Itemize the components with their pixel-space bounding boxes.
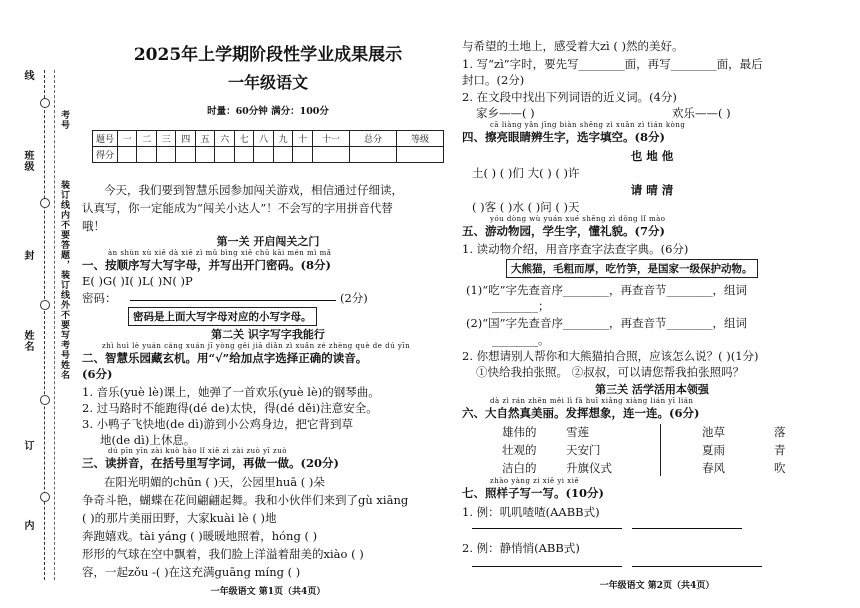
q2-item: 地(de dì)上休息。 xyxy=(100,433,196,447)
q4-group: 也 地 他 xyxy=(630,149,674,163)
q5-lookup-cont: ________。 xyxy=(492,333,550,347)
score-input-cell[interactable] xyxy=(350,147,397,163)
q5-sub2: 2. 你想请别人帮你和大熊猫拍合照，应该怎么说？( )(1分) xyxy=(462,349,759,363)
passage-line: 容，一起zǒu -( )在这充满guāng míng ( ) xyxy=(82,565,301,579)
intro-line: 哦！ xyxy=(82,219,105,233)
score-input-cell[interactable] xyxy=(397,147,444,163)
score-input-cell[interactable] xyxy=(215,147,234,163)
page-right xyxy=(462,0,852,608)
q1-title: 一、按顺序写大写字母，并写出开门密码。(8分) xyxy=(82,258,331,272)
match-right-item[interactable]: 吹 xyxy=(774,461,786,475)
passage-continuation: 与希望的土地上，感受着大zì ( )然的美好。 xyxy=(462,39,684,53)
q1-pinyin: àn shùn xù xiě dà xiě zì mǔ bìng xiě chū kāi mén mì mǎ xyxy=(108,249,332,257)
binding-margin xyxy=(0,0,69,608)
q2-pinyin: zhì huì lè yuán cáng xuán jī yòng gěi jiā diǎn zì xuǎn zé zhèng què de dú yīn xyxy=(102,342,411,350)
q5-pinyin: yóu dòng wù yuán xué shēng zì dǒng lǐ mào xyxy=(490,215,666,223)
q2-item: 2. 过马路时不能跑得(dé de)太快，得(dé děi)注意安全。 xyxy=(82,401,378,415)
binding-bind-label: 订 xyxy=(22,440,33,451)
binding-id-label: 考号 xyxy=(59,110,69,130)
match-right-item[interactable]: 青 xyxy=(774,443,786,457)
binding-seal-label: 封 xyxy=(22,250,33,261)
q4-row: ( )客 ( )水 ( )问 ( )天 xyxy=(472,200,580,214)
score-cell: 六 xyxy=(215,131,234,147)
binding-dashed-line xyxy=(44,70,45,580)
match-right-item[interactable]: 天安门 xyxy=(566,443,601,457)
score-table-header-row xyxy=(93,131,444,147)
page-left xyxy=(82,0,454,608)
binding-warning: 装订线内不要答题，装订线外不要写考号姓名 xyxy=(59,180,69,380)
match-right-item[interactable]: 雪莲 xyxy=(566,425,589,439)
q5-title: 五、游动物园，学生字，懂礼貌。(7分) xyxy=(462,224,665,238)
q5-lookup-cont: ________； xyxy=(492,299,550,313)
passage-line: 争奇斗艳，蝴蝶在花间翩翩起舞。我和小伙伴们来到了gù xiāng xyxy=(82,493,409,507)
score-cell: 三 xyxy=(156,131,175,147)
score-cell: 十 xyxy=(293,131,312,147)
q6-title: 六、大自然真美丽。发挥想象，连一连。(6分) xyxy=(462,406,700,420)
q7-answer-blank[interactable] xyxy=(632,566,762,567)
q5-lookup: (1)“吃”字先查音序________，再查音节________，组词 xyxy=(466,283,748,297)
score-input-cell[interactable] xyxy=(273,147,292,163)
binding-mark-label: 内 xyxy=(22,520,33,531)
stage2-heading: 第二关 识字写字我能行 xyxy=(211,328,325,341)
intro-line: 认真写，你一定能成为“闯关小达人”！不会写的字用拼音代替 xyxy=(82,201,393,215)
match-left-item[interactable]: 池草 xyxy=(702,425,725,439)
q7-answer-blank[interactable] xyxy=(472,566,622,567)
passage-line: 在阳光明媚的chūn ( )天，公园里huā ( )朵 xyxy=(104,475,325,489)
binding-hole-icon xyxy=(40,300,50,310)
match-left-item[interactable]: 雄伟的 xyxy=(502,425,537,439)
score-cell: 九 xyxy=(273,131,292,147)
binding-name-label: 姓名 xyxy=(22,330,33,352)
score-input-cell[interactable] xyxy=(195,147,214,163)
binding-line-label: 线 xyxy=(22,70,33,81)
exam-title: 2025年上学期阶段性学业成果展示 xyxy=(133,45,403,65)
score-input-cell[interactable] xyxy=(176,147,195,163)
page-footer: 一年级语文 第1页（共4页） xyxy=(210,587,326,597)
q4-group: 请 晴 清 xyxy=(630,183,674,197)
score-table xyxy=(92,130,444,163)
match-left-item[interactable]: 壮观的 xyxy=(502,443,537,457)
binding-hole-icon xyxy=(40,395,50,405)
r-question-1: 1. 写“zì”字时，要先写________面，再写________面，最后 xyxy=(462,57,763,71)
q3-pinyin: dú pīn yīn zài kuò hào lǐ xiě zì zài zuò yī zuò xyxy=(108,447,287,455)
score-input-cell[interactable] xyxy=(293,147,312,163)
match-left-item[interactable]: 夏雨 xyxy=(702,443,725,457)
q4-row: 土( ) ( )们 大( ) ( )许 xyxy=(472,166,580,180)
q3-title: 三、读拼音，在括号里写字词，再做一做。(20分) xyxy=(82,456,339,470)
match-right-item[interactable]: 落 xyxy=(774,425,786,439)
synonym-item: 家乡——( ) xyxy=(476,106,535,120)
q2-title: 二、智慧乐园藏玄机。用“√”给加点字选择正确的读音。 xyxy=(82,351,368,365)
q1-hint-box: 密码是上面大写字母对应的小写字母。 xyxy=(128,307,317,326)
q1-letters: E( )G( )I( )L( )N( )P xyxy=(82,274,193,288)
score-input-cell[interactable] xyxy=(137,147,156,163)
q6-pinyin: dà zì rán zhēn měi lì fā huī xiǎng xiàng lián yī lián xyxy=(490,397,694,405)
passage-line: ( )的那片美丽田野，大家kuài lè ( )地 xyxy=(82,511,277,525)
match-left-item[interactable]: 春风 xyxy=(702,461,725,475)
q7-example: 2. 例：静悄悄(ABB式) xyxy=(462,541,580,555)
time-info: 时量：60分钟 满分：100分 xyxy=(207,106,329,117)
passage-line: 奔跑嬉戏。tài yáng ( )暖暖地照着，hóng ( ) xyxy=(82,529,318,543)
synonym-item: 欢乐——( ) xyxy=(672,106,731,120)
page-footer: 一年级语文 第2页（共4页） xyxy=(599,581,715,591)
binding-hole-icon xyxy=(40,492,50,502)
score-cell: 总分 xyxy=(350,131,397,147)
stage3-heading: 第三关 活学活用本领强 xyxy=(595,383,709,396)
score-cell: 四 xyxy=(176,131,195,147)
score-cell: 得分 xyxy=(93,147,118,163)
q5-sub1: 1. 读动物介绍，用音序查字法查字典。(6分) xyxy=(462,242,689,256)
binding-dashed-line-inner xyxy=(54,70,55,580)
r-question-1b: 封口。(2分) xyxy=(462,73,525,87)
score-input-cell[interactable] xyxy=(118,147,137,163)
q7-pinyin: zhào yàng zi xiě yi xiě xyxy=(490,477,580,485)
match-left-item[interactable]: 洁白的 xyxy=(502,461,537,475)
intro-line: 今天，我们要到智慧乐园参加闯关游戏，相信通过仔细读， xyxy=(104,183,403,197)
q2-item: 1. 音乐(yuè lè)课上，她弹了一首欢乐(yuè lè)的钢琴曲。 xyxy=(82,385,380,399)
q2-score: (6分) xyxy=(82,367,113,381)
q5-options: ①快给我拍张照。 ②叔叔，可以请您帮我拍张照吗？ xyxy=(476,365,745,379)
binding-class-label: 班级 xyxy=(22,150,33,172)
exam-subtitle: 一年级语文 xyxy=(227,73,308,92)
q5-lookup: (2)“国”字先查音序________，再查音节________，组词 xyxy=(466,316,748,330)
q2-item: 3. 小鸭子飞快地(de dì)游到小公鸡身边，把它背到草 xyxy=(82,417,353,431)
binding-hole-icon xyxy=(40,198,50,208)
r-question-2: 2. 在文段中找出下列词语的近义词。(4分) xyxy=(462,90,677,104)
q1-password-score: (2分) xyxy=(340,291,368,305)
q7-title: 七、照样子写一写。(10分) xyxy=(462,486,604,500)
q7-example: 1. 例：叽叽喳喳(AABB式) xyxy=(462,505,600,519)
binding-hole-icon xyxy=(40,98,50,108)
match-right-item[interactable]: 升旗仪式 xyxy=(566,461,612,475)
score-cell: 十一 xyxy=(312,131,349,147)
score-cell: 一 xyxy=(118,131,137,147)
score-cell: 七 xyxy=(234,131,253,147)
score-input-cell[interactable] xyxy=(234,147,253,163)
score-cell: 等级 xyxy=(397,131,444,147)
passage-line: 形形的气球在空中飘着，我们脸上洋溢着甜美的xiào ( ) xyxy=(82,547,364,561)
q4-pinyin: cā liàng yǎn jīng biàn shēng zì xuǎn zì tián kòng xyxy=(490,121,686,129)
score-cell: 二 xyxy=(137,131,156,147)
stage1-heading: 第一关 开启闯关之门 xyxy=(216,235,320,248)
score-cell: 八 xyxy=(254,131,273,147)
match-divider xyxy=(660,424,661,476)
score-input-cell[interactable] xyxy=(156,147,175,163)
q1-password-blank[interactable] xyxy=(130,300,336,301)
score-input-cell[interactable] xyxy=(312,147,349,163)
q7-answer-blank[interactable] xyxy=(632,528,742,529)
score-cell: 题号 xyxy=(93,131,118,147)
panda-box: 大熊猫，毛粗而厚，吃竹笋，是国家一级保护动物。 xyxy=(506,259,758,278)
q4-title: 四、擦亮眼睛辨生字，选字填空。(8分) xyxy=(462,130,665,144)
q7-answer-blank[interactable] xyxy=(472,528,622,529)
score-cell: 五 xyxy=(195,131,214,147)
q1-password-label: 密码： xyxy=(82,291,117,305)
score-table-score-row xyxy=(93,147,444,163)
score-input-cell[interactable] xyxy=(254,147,273,163)
